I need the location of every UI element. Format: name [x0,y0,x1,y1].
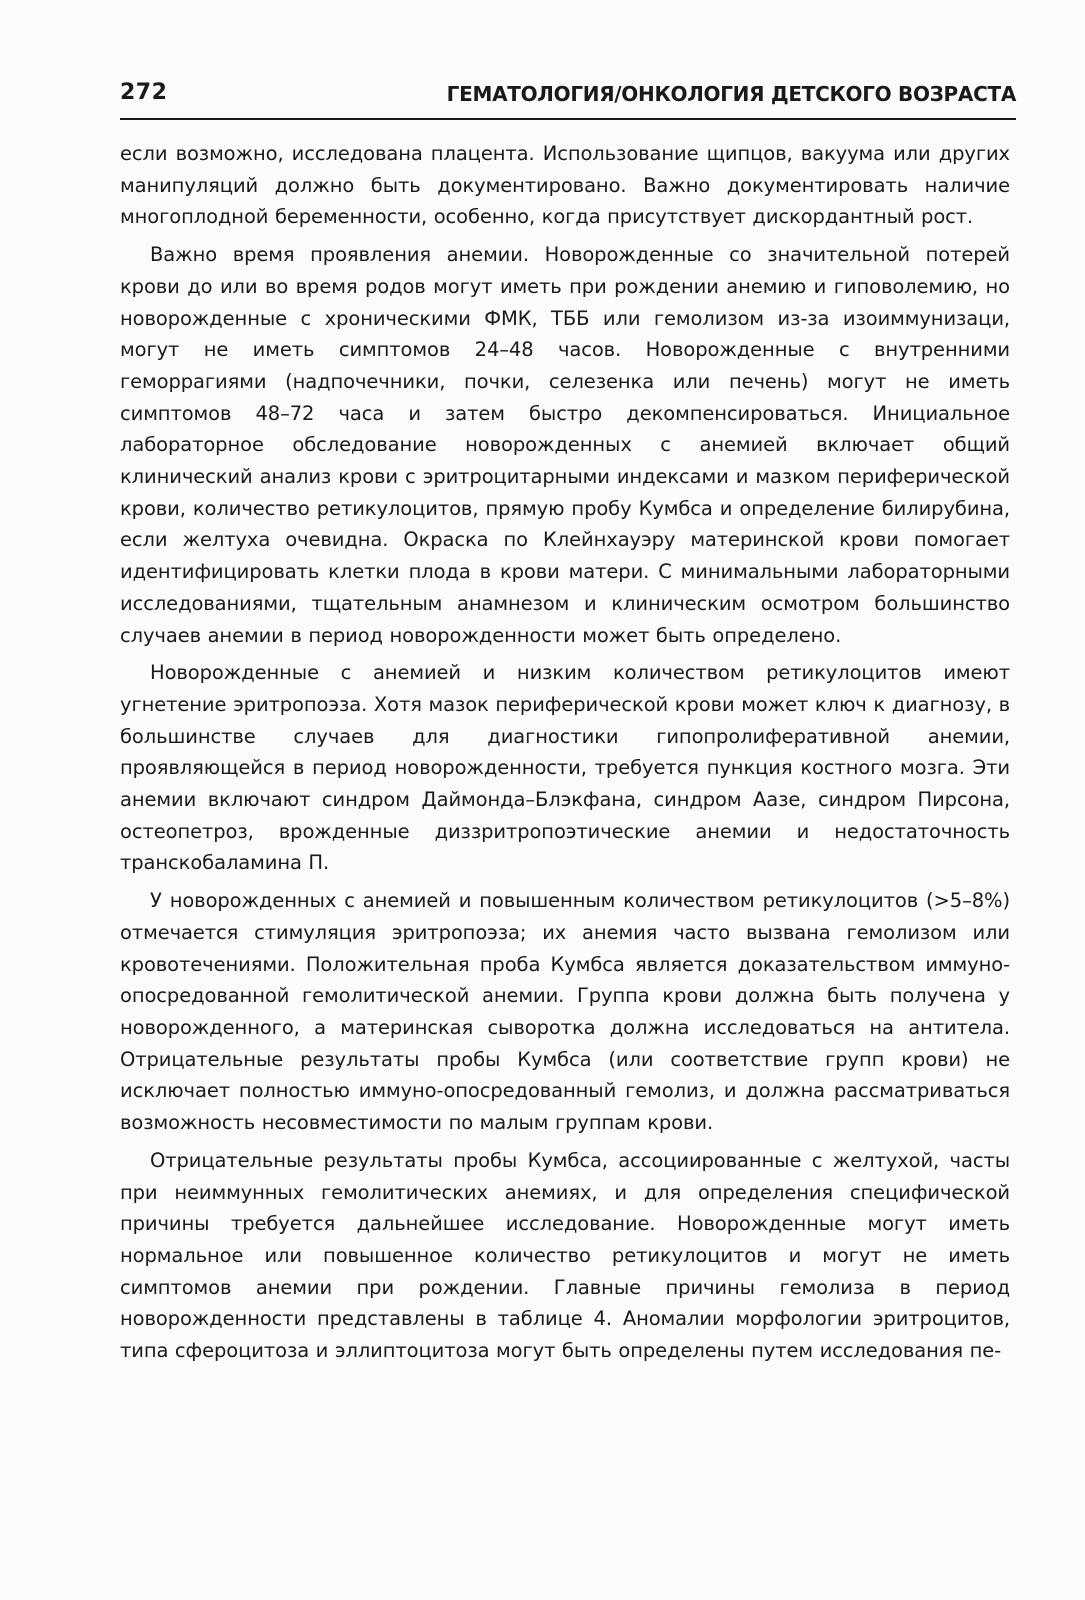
paragraph-3: Новорожденные с анемией и низким количеством ретикулоцитов имеют угнетение эритропоэза. Хотя мазок периферической крови может ключ к диагнозу, в большинстве случаев для диагностики гипопролиферативной анемии, проявляющейся в период новорожденности, требуется пункция костного мозга. Эти анемии включают синдром Даймонда–Блэкфана, синдром Аазе, синдром Пирсона, остеопетроз, врожденные диззритропоэтические анемии и недостаточность транскобаламина П. [120,661,1010,875]
paragraph-2: Важно время проявления анемии. Новорожденные со значительной потерей крови до или во время родов могут иметь при рождении анемию и гиповолемию, но новорожденные с хроническими ФМК, ТББ или гемолизом из-за изоиммунизаци, могут не иметь симптомов 24–48 часов. Новорожденные с внутренними геморрагиями (надпочечники, почки, селезенка или печень) могут не иметь симптомов 48–72 часа и затем быстро декомпенсироваться. Инициальное лабораторное обследование новорожденных с анемией включает общий клинический анализ крови с эритроцитарными индексами и мазком периферической крови, количество ретикулоцитов, прямую пробу Кумбса и определение билирубина, если желтуха очевидна. Окраска по Клейнхауэру материнской крови помогает идентифицировать клетки плода в крови матери. С минимальными лабораторными исследованиями, тщательным анамнезом и клиническим осмотром большинство случаев анемии в период новорожденности может быть определено. [120,243,1010,647]
paragraph-4: У новорожденных с анемией и повышенным количеством ретикулоцитов (>5–8%) отмечается стимуляция эритропоэза; их анемия часто вызвана гемолизом или кровотечениями. Положительная проба Кумбса является доказательством иммуно-опосредованной гемолитической анемии. Группа крови должна быть получена у новорожденного, а материнская сыворотка должна исследоваться на антитела. Отрицательные результаты пробы Кумбса (или соответствие групп крови) не исключает полностью иммуно-опосредованный гемолиз, и должна рассматриваться возможность несовместимости по малым группам крови. [120,889,1010,1135]
paragraph-1: если возможно, исследована плацента. Использование щипцов, вакуума или других манипуляций должно быть документировано. Важно документировать наличие многоплодной беременности, особенно, когда присутствует дискордантный рост. [120,142,1010,229]
running-title: ГЕМАТОЛОГИЯ/ОНКОЛОГИЯ ДЕТСКОГО ВОЗРАСТА [446,82,1016,106]
page-header [120,78,1016,120]
body-text [120,138,1010,1367]
page-number: 272 [120,80,168,105]
paragraph-5: Отрицательные результаты пробы Кумбса, ассоциированные с желтухой, часты при неиммунных гемолитических анемиях, и для определения специфической причины требуется дальнейшее исследование. Новорожденные могут иметь нормальное или повышенное количество ретикулоцитов и могут не иметь симптомов анемии при рождении. Главные причины гемолиза в период новорожденности представлены в таблице 4. Аномалии морфологии эритроцитов, типа сфероцитоза и эллиптоцитоза могут быть определены путем исследования пе- [120,1148,1010,1363]
